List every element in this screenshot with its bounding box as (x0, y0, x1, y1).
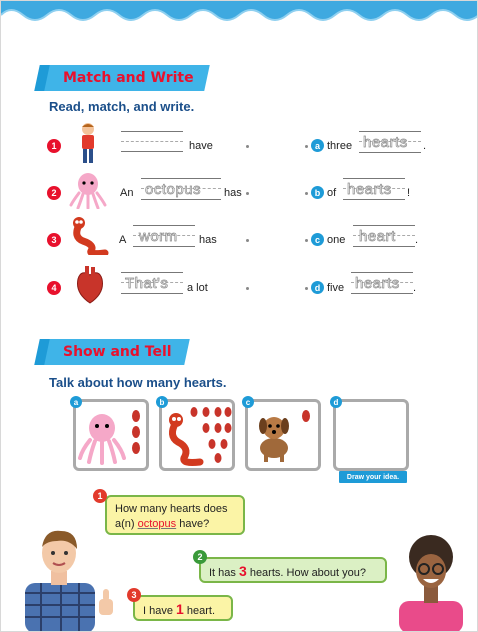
trace-word: hearts (355, 275, 400, 292)
worm-with-hearts (162, 402, 232, 468)
sentence-prefix: An (120, 187, 134, 199)
option-prefix: three (327, 140, 353, 152)
heart-count: 3 (238, 563, 247, 579)
option-letter: b (311, 186, 324, 199)
trace-word: heart (359, 228, 396, 245)
sentence-suffix: has (199, 234, 217, 246)
picture-card-b (159, 399, 235, 471)
item-number: 2 (47, 186, 61, 200)
puppy-with-heart (248, 402, 318, 468)
card-letter: c (242, 396, 254, 408)
picture-card-a (73, 399, 149, 471)
match-dot[interactable] (305, 192, 308, 195)
item-number: 4 (47, 281, 61, 295)
heart-organ-illustration (75, 265, 105, 305)
blank-word-octopus: octopus (137, 518, 177, 530)
trace-word: worm (139, 228, 178, 245)
option-letter: d (311, 281, 324, 294)
item-number: 3 (47, 233, 61, 247)
boy-illustration (77, 121, 99, 165)
bubble-line: How many hearts does (115, 503, 228, 515)
match-dot[interactable] (305, 287, 308, 290)
speech-bubble-answer: It has 3 hearts. How about you? (199, 557, 387, 583)
top-wave-border (1, 1, 478, 31)
section-title: Match and Write (63, 70, 194, 86)
octopus-illustration (69, 171, 107, 209)
card-letter: d (330, 396, 342, 408)
sentence-suffix: has (224, 187, 242, 199)
option-suffix: . (415, 234, 419, 246)
match-dot[interactable] (305, 145, 308, 148)
heart-count: 1 (176, 601, 184, 617)
worm-illustration (69, 215, 109, 255)
option-suffix: . (413, 282, 417, 294)
sentence-suffix: a lot (187, 282, 208, 294)
card-letter: b (156, 396, 168, 408)
trace-word: hearts (347, 181, 392, 198)
octopus-with-hearts (76, 402, 146, 468)
option-prefix: of (327, 187, 337, 199)
sentence-prefix: A (119, 234, 127, 246)
dialog-number: 1 (93, 489, 107, 503)
boy-photo (11, 523, 121, 632)
match-dot[interactable] (246, 287, 249, 290)
instruction-text: Talk about how many hearts. (49, 375, 227, 390)
option-suffix: . (423, 140, 427, 152)
speech-bubble-reply: I have 1 heart. (133, 595, 233, 621)
option-suffix: ! (407, 187, 411, 199)
bubble-line: a(n) octopus have? (115, 518, 210, 530)
match-dot[interactable] (246, 145, 249, 148)
picture-card-d[interactable] (333, 399, 409, 471)
draw-your-idea-label: Draw your idea. (339, 471, 407, 483)
dialog-number: 2 (193, 550, 207, 564)
item-number: 1 (47, 139, 61, 153)
match-dot[interactable] (305, 239, 308, 242)
trace-word: That's (125, 275, 169, 292)
option-prefix: one (327, 234, 346, 246)
option-letter: a (311, 139, 324, 152)
section-banner-show-and-tell (37, 339, 197, 365)
picture-card-c (245, 399, 321, 471)
dialog-number: 3 (127, 588, 141, 602)
section-title: Show and Tell (63, 344, 172, 360)
option-letter: c (311, 233, 324, 246)
match-dot[interactable] (246, 239, 249, 242)
match-dot[interactable] (246, 192, 249, 195)
card-letter: a (70, 396, 82, 408)
option-prefix: five (327, 282, 345, 294)
sentence-suffix: have (189, 140, 213, 152)
girl-photo (391, 535, 471, 632)
trace-word: hearts (363, 134, 408, 151)
speech-bubble-question (105, 495, 245, 535)
instruction-text: Read, match, and write. (49, 99, 195, 114)
section-banner-match-and-write (37, 65, 217, 91)
trace-word: octopus (145, 181, 202, 198)
